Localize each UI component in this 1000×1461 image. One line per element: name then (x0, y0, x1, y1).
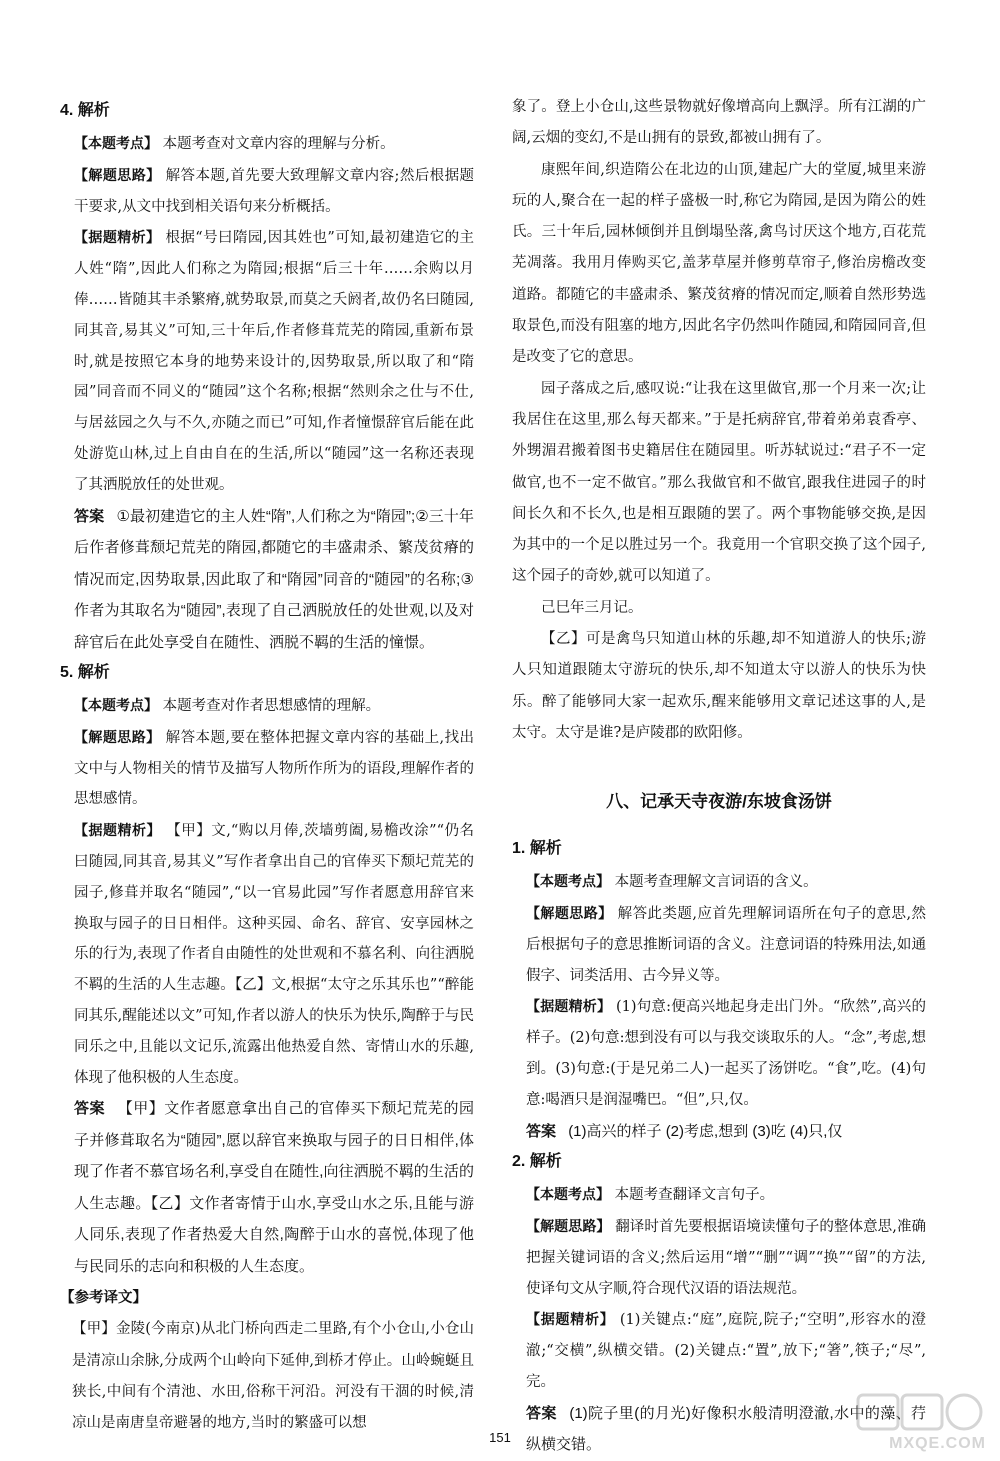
answer-text: (1)院子里(的月光)好像积水般清明澄澈,水中的藻、荇纵横交错。 (526, 1404, 926, 1454)
q2-kaodian (512, 1179, 926, 1211)
q2-jingxi (512, 1304, 926, 1397)
q1-title: 1. 解析 (512, 840, 562, 858)
q4-jingxi (60, 222, 474, 500)
reference-continued-1: 象了。登上小仓山,这些景物就好像增高向上飘浮。所有江湖的广阔,云烟的变幻,不是山拥有的景致,都被山拥有了。 (512, 99, 926, 147)
silu-tag: 【解题思路】 (526, 1217, 611, 1234)
silu-text: 解答本题,首先要大致理解文章内容;然后根据题干要求,从文中找到相关语句来分析概括。 (74, 167, 475, 215)
silu-text: 解答此类题,应首先理解词语所在句子的意思,然后根据句子的意思推断词语的含义。注意词语的特殊用法,如通假字、词类活用、古今异义等。 (526, 906, 927, 984)
q5-answer (60, 1093, 474, 1282)
q1-kaodian (512, 866, 926, 898)
answer-label: 答案 (74, 1100, 106, 1118)
watermark-text: MXQE.COM (889, 1435, 986, 1452)
watermark-logo (840, 1391, 990, 1453)
q1-answer (512, 1116, 926, 1148)
q1-silu (512, 898, 926, 991)
q5-jingxi (60, 815, 474, 1093)
left-column (60, 96, 474, 1440)
jingxi-text: 【甲】文,“购以月俸,茨墙剪阖,易檐改涂”“仍名曰随园,同其音,易其义”写作者拿出自己的官俸买下颓圮荒芜的园子,修葺并取名“随园”,“以一官易此园”写作者愿意用辞官来换取与园子的日日相伴。这种买园、命名、辞官、安享园林之乐的行为,表现了作者自由随性的处世观和不慕名利、向往洒脱不羁的生活的人生志趣。【乙】文,根据“太守之乐其乐也”“醉能同其乐,醒能述以文”可知,作者以游人的快乐为快乐,陶醉于与民同乐之中,且能以文记乐,流露出他热爱自然、寄情山水的乐趣,体现了他积极的人生态度。 (74, 823, 475, 1086)
reference-continued-2: 康熙年间,织造隋公在北边的山顶,建起广大的堂厦,城里来游玩的人,聚合在一起的样子盛极一时,称它为隋园,是因为隋公的姓氏。三十年后,园林倾倒并且倒塌坠落,禽鸟讨厌这个地方,百花荒芜凋落。我用月俸购买它,盖茅草屋并修剪草帘子,修治房檐改变道路。都随它的丰盛肃杀、繁茂贫瘠的情况而定,顺着自然形势选取景色,而没有阻塞的地方,因此名字仍然叫作随园,和隋园同音,但是改变了它的意思。 (512, 161, 926, 366)
jingxi-tag: 【据题精析】 (526, 1311, 615, 1328)
silu-tag: 【解题思路】 (526, 905, 613, 922)
kaodian-text: 本题考查对作者思想感情的理解。 (162, 698, 381, 715)
reference-continued-3: 园子落成之后,感叹说:“让我在这里做官,那一个月来一次;让我居住在这里,那么每天都来。”于是托病辞官,带着弟弟袁香亭、外甥湄君搬着图书史籍居住在随园里。听苏轼说过:“君子不一定做官,也不一定不做官。”那么我做官和不做官,跟我住进园子的时间长久和不长久,也是相互跟随的罢了。两个事物能够交换,是因为其中的一个足以胜过另一个。我竟用一个官职交换了这个园子,这个园子的奇妙,就可以知道了。 (512, 380, 926, 585)
silu-text: 翻译时首先要根据语境读懂句子的整体意思,准确把握关键词语的含义;然后运用“增”“删”“调”“换”“留”的方法,使译句文从字顺,符合现代汉语的语法规范。 (526, 1218, 927, 1297)
jingxi-tag: 【据题精析】 (74, 229, 161, 246)
answer-text: ①最初建造它的主人姓“隋”,人们称之为“隋园”;②三十年后作者修葺颓圮荒芜的隋园,都随它的丰盛肃杀、繁茂贫瘠的情况而定,因势取景,因此取了和“隋园”同音的“随园”的名称;③作者为其取名为“随园”,表现了自己洒脱放任的处世观,以及对辞官后在此处享受自在随性、洒脱不羁的生活的憧憬。 (74, 507, 474, 651)
q4-silu (60, 160, 474, 223)
watermark-stamp-icon (840, 1391, 990, 1435)
answer-label: 答案 (526, 1122, 557, 1140)
q5-silu (60, 722, 474, 815)
q2-title: 2. 解析 (512, 1153, 562, 1171)
kaodian-tag: 【本题考点】 (74, 697, 158, 714)
jingxi-text: 根据“号曰隋园,因其姓也”可知,最初建造它的主人姓“隋”,因此人们称之为隋园;根据“后三十年……余购以月俸……皆随其丰杀繁瘠,就势取景,而莫之夭阏者,故仍名曰随园,同其音,易其义”可知,三十年后,作者修葺荒芜的隋园,重新布景时,就是按照它本身的地势来设计的,因势取景,所以取了和“隋园”同音而不同义的“随园”这个名称;根据“然则余之仕与不仕,与居兹园之久与不久,亦随之而已”可知,作者憧憬辞官后能在此处游览山林,过上自由自在的生活,所以“随园”这一名称还表现了其洒脱放任的处世观。 (74, 230, 475, 493)
jingxi-tag: 【据题精析】 (526, 998, 612, 1015)
answer-label: 答案 (526, 1404, 557, 1422)
kaodian-text: 本题考查翻译文言句子。 (614, 1187, 775, 1204)
page-number: 151 (489, 1430, 511, 1445)
reference-continued-4: 己巳年三月记。 (541, 599, 643, 616)
kaodian-text: 本题考查理解文言词语的含义。 (614, 874, 818, 891)
silu-text: 解答本题,要在整体把握文章内容的基础上,找出文中与人物相关的情节及描写人物所作所为的语段,理解作者的思想感情。 (74, 729, 475, 808)
jingxi-text: (1)句意:便高兴地起身走出门外。“欣然”,高兴的样子。(2)句意:想到没有可以与我交谈取乐的人。“念”,考虑,想到。(3)句意:(于是兄弟二人)一起买了汤饼吃。“食”,吃。(4)句意:喝酒只是润湿嘴巴。“但”,只,仅。 (526, 999, 927, 1108)
reference-continued-5: 【乙】可是禽鸟只知道山林的乐趣,却不知道游人的快乐;游人只知道跟随太守游玩的快乐,却不知道太守以游人的快乐为快乐。醉了能够同大家一起欢乐,醒来能够用文章记述这事的人,是太守。太守是谁?是庐陵郡的欧阳修。 (512, 631, 926, 741)
q4-answer (60, 501, 474, 659)
reference-text: 【甲】金陵(今南京)从北门桥向西走二里路,有个小仓山,小仓山是清凉山余脉,分成两个山岭向下延伸,到桥才停止。山岭蜿蜒且狭长,中间有个清池、水田,俗称干河沿。河没有干涸的时候,清凉山是南唐皇帝避暑的地方,当时的繁盛可以想 (72, 1321, 474, 1432)
silu-tag: 【解题思路】 (74, 728, 161, 745)
q1-jingxi (512, 991, 926, 1115)
kaodian-tag: 【本题考点】 (74, 135, 158, 151)
q5-kaodian (60, 690, 474, 722)
q4-kaodian (60, 128, 474, 160)
reference-title: 【参考译文】 (60, 1290, 147, 1307)
chapter-title: 八、记承天寺夜游/东坡食汤饼 (606, 792, 832, 812)
kaodian-tag: 【本题考点】 (526, 1186, 610, 1203)
answer-label: 答案 (74, 507, 105, 525)
kaodian-text: 本题考查对文章内容的理解与分析。 (162, 136, 395, 152)
q5-title: 5. 解析 (60, 664, 110, 682)
jingxi-text: (1)关键点:“庭”,庭院,院子;“空明”,形容水的澄澈;“交横”,纵横交错。(2)关键点:“置”,放下;“箸”,筷子;“尽”,完。 (526, 1312, 926, 1390)
jingxi-tag: 【据题精析】 (74, 822, 162, 839)
silu-tag: 【解题思路】 (74, 166, 161, 183)
kaodian-tag: 【本题考点】 (526, 873, 610, 890)
q2-silu (512, 1211, 926, 1304)
answer-text: (1)高兴的样子 (2)考虑,想到 (3)吃 (4)只,仅 (568, 1122, 843, 1140)
answer-text: 【甲】文作者愿意拿出自己的官俸买下颓圮荒芜的园子并修葺取名为“随园”,愿以辞官来换取与园子的日日相伴,体现了作者不慕官场名利,享受自在随性,向往洒脱不羁的生活的人生志趣。【乙】文作者寄情于山水,享受山水之乐,且能与游人同乐,表现了作者热爱大自然,陶醉于山水的喜悦,体现了他与民同乐的志向和积极的人生态度。 (74, 1100, 474, 1275)
right-column (512, 92, 926, 1461)
q4-title: 4. 解析 (60, 102, 110, 119)
